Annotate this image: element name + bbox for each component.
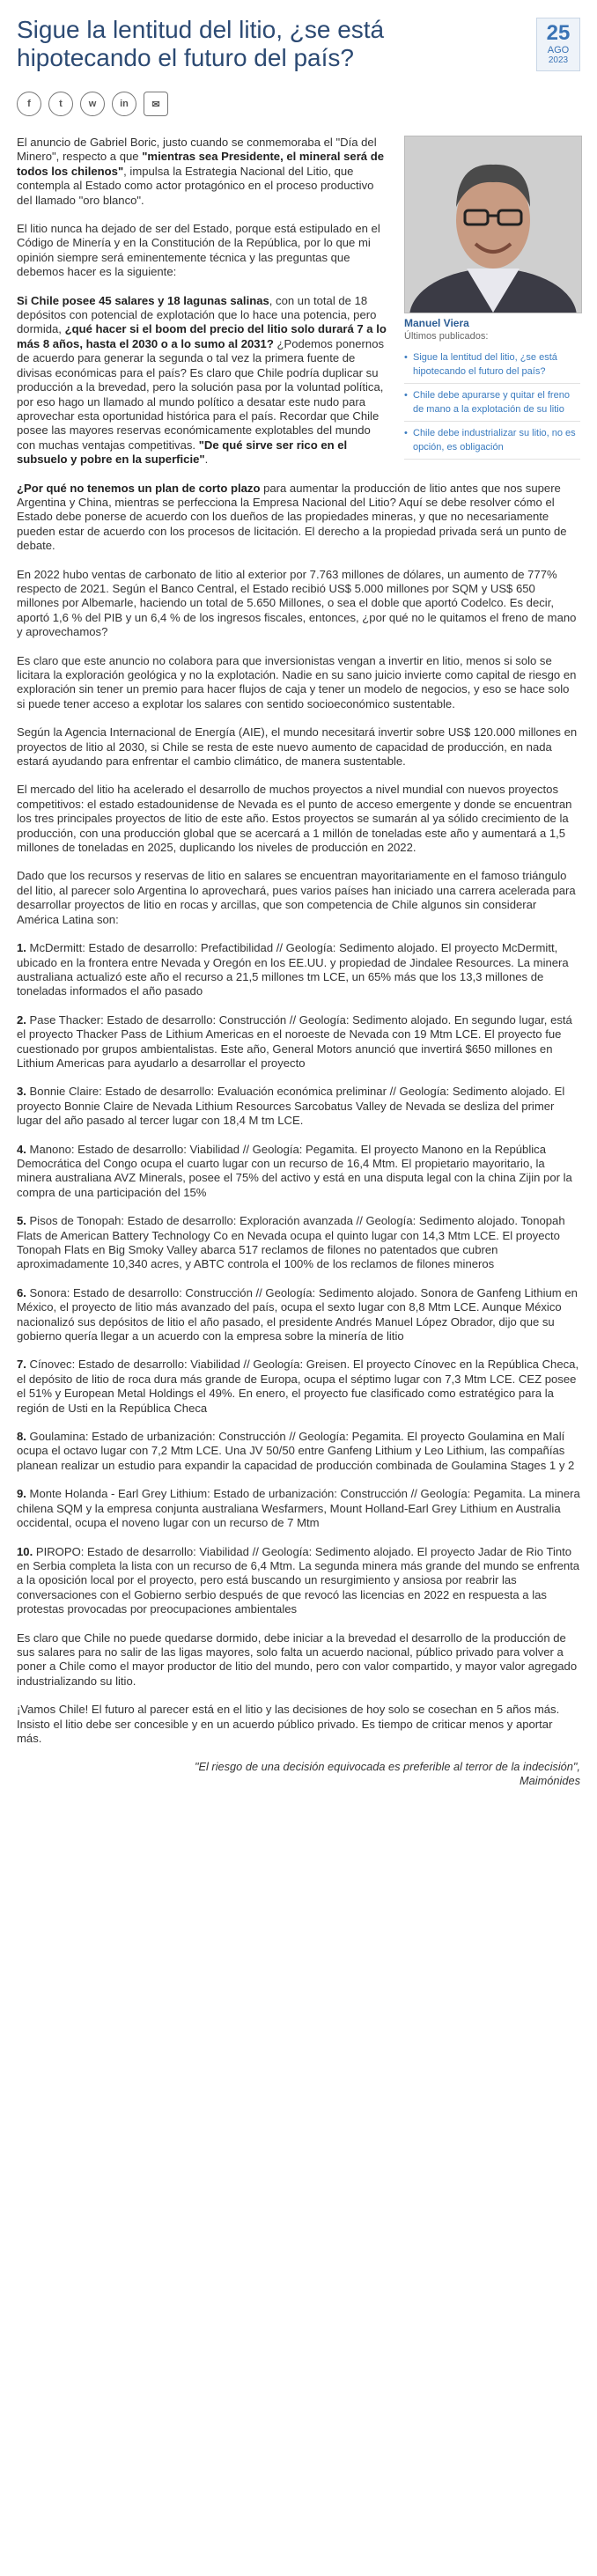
paragraph: Es claro que este anuncio no colabora para que inversionistas vengan a invertir en litio, menos si solo se licitara la exploración geológica y no la explotación. Nadie en su sano juicio invierte como capital de riesgo en exploración sin tener un premio para hacer flujos de caja y tener un modelo de negocios, y eso se hace solo si puede tener acceso a explotar los salares con sentido socioeconómico sustentable. bbox=[17, 653, 577, 710]
quote-author: Maimónides bbox=[520, 1774, 580, 1788]
article-page bbox=[17, 0, 580, 1788]
date-year: 2023 bbox=[548, 55, 569, 65]
whatsapp-icon[interactable]: w bbox=[80, 92, 105, 116]
author-name[interactable]: Manuel Viera bbox=[404, 317, 469, 329]
list-item: 4. Manono: Estado de desarrollo: Viabilidad // Geología: Pegamita. El proyecto Manono en la República Democrática del Congo ocupa el cuarto lugar con un recurso de 16,4 Mtm. El propietario mayoritario, la minera australiana AVZ Minerals, posee el 75% del activo y está en una disputa legal con la china Zijin por la compra de una participación del 15% bbox=[17, 1142, 572, 1199]
article-title: Sigue la lentitud del litio, ¿se está hipotecando el futuro del país? bbox=[17, 16, 385, 71]
closing-quote bbox=[17, 1760, 580, 1788]
publication-link[interactable]: • Chile debe industrializar su litio, no es opción, es obligación bbox=[404, 426, 580, 460]
list-item: 8. Goulamina: Estado de urbanización: Construcción // Geología: Pegamita. El proyecto Goulamina en Malí ocupa el octavo lugar con 7,2 Mtm LCE. Una JV 50/50 entre Ganfeng Lithium y Leo Lithium, las compañías planean realizar un estudio para expandir la capacidad de producción combinada de Goulamina Stages 1 y 2 bbox=[17, 1430, 575, 1472]
list-item: 7. Cínovec: Estado de desarrollo: Viabilidad // Geología: Greisen. El proyecto Cínovec en la República Checa, el depósito de litio de roca dura más grande de Europa, ocupa el séptimo lugar con 7,3 Mtm LCE. CEZ posee el 51% y European Metal Holdings el 49%. En enero, el proyecto fue clasificado como estratégico para la región de Usti en la República Checa bbox=[17, 1358, 579, 1415]
facebook-icon[interactable]: f bbox=[17, 92, 41, 116]
list-item: 2. Pase Thacker: Estado de desarrollo: Construcción // Geología: Sedimento alojado. En segundo lugar, está el proyecto Thacker Pass de Lithium Americas en el noroeste de Nevada con 19 Mtm LCE. El proyecto fue cuestionado por grupos ambientalistas. Este año, General Motors anunció que invertirá $650 millones en Lithium Americas para ayudarlo a desarrollar el proyecto bbox=[17, 1012, 572, 1070]
list-item: 9. Monte Holanda - Earl Grey Lithium: Estado de urbanización: Construcción // Geología: Pegamita. La minera chilena SQM y la empresa conjunta australiana Wesfarmers, Mount Holland-Earl Grey Lithium en Australia occidental, ocupa el noveno lugar con un recurso de 7 Mtm bbox=[17, 1487, 580, 1530]
publications-label: Últimos publicados: bbox=[404, 331, 489, 342]
list-item: 3. Bonnie Claire: Estado de desarrollo: Evaluación económica preliminar // Geología: Sedimento alojado. El proyecto Bonnie Claire de Nevada Lithium Resources Sarcobatus Valley de Nevada se desliza del primer lugar del año pasado al tercer lugar con 18,4 M tm LCE. bbox=[17, 1085, 565, 1128]
list-item: 10. PIROPO: Estado de desarrollo: Viabilidad // Geología: Sedimento alojado. El proyecto Jadar de Rio Tinto en Serbia completa la lista con un recurso de 6,4 Mtm. La segunda minera más grande del mundo se enfrenta a la oposición local por el proyecto, pero está buscando un resurgimiento y ansiosa por reabrir las conversaciones con el Gobierno serbio después de que revocó las licencias en 2022 en respuesta a las protestas provocadas por preocupaciones ambientales bbox=[17, 1544, 580, 1616]
list-item: 1. McDermitt: Estado de desarrollo: Prefactibilidad // Geología: Sedimento alojado. El proyecto McDermitt, ubicado en la frontera entre Nevada y Oregón en los EE.UU. y propiedad de Jindalee Resources. La minera australiana actualizó este año el recurso a 21,5 millones tm LCE, un 65% más que los 13,3 millones de toneladas informados el año pasado bbox=[17, 941, 569, 998]
paragraph: En 2022 hubo ventas de carbonato de litio al exterior por 7.763 millones de dólares, un aumento de 777% respecto de 2021. Según el Banco Central, el Estado recibió US$ 5.000 millones por SQM y US$ 650 millones por Albemarle, haciendo un total de 5.650 Millones, o sea el doble que aportó Codelco. Es decir, aportó 1,6 % del PIB y un 6,4 % de los ingresos fiscales, entonces, ¿por qué no le quitamos el freno de mano y aprovechamos? bbox=[17, 567, 577, 639]
list-item: 5. Pisos de Tonopah: Estado de desarrollo: Exploración avanzada // Geología: Sedimento alojado. Tonopah Flats de American Battery Technology Co en Nevada ocupa el quinto lugar con 14,3 Mtm LCE. El proyecto Tonopah Flats en Big Smoky Valley abarca 517 reclamos de filones no patentados que cubren aproximadamente 10,340 acres, y ABTC controla el 100% de los reclamos de filones mineros bbox=[17, 1214, 565, 1271]
article-body bbox=[17, 482, 580, 1789]
twitter-icon[interactable]: t bbox=[48, 92, 73, 116]
author-photo bbox=[404, 136, 582, 313]
author-sidebar bbox=[404, 136, 580, 482]
linkedin-icon[interactable]: in bbox=[112, 92, 136, 116]
publication-link[interactable]: • Chile debe apurarse y quitar el freno de mano a la explotación de su litio bbox=[404, 388, 580, 422]
publication-link[interactable]: • Sigue la lentitud del litio, ¿se está hipotecando el futuro del país? bbox=[404, 350, 580, 384]
publications-list bbox=[404, 350, 580, 460]
share-bar bbox=[17, 92, 580, 116]
email-icon[interactable]: ✉ bbox=[144, 92, 168, 116]
list-item: 6. Sonora: Estado de desarrollo: Construcción // Geología: Sedimento alojado. Sonora de Ganfeng Lithium en México, el proyecto de litio más avanzado del país, ocupa el sexto lugar con 8,8 Mtm LCE. Aunque México nacionalizó sus depósitos de litio el año pasado, el presidente Andrés Manuel López Obrador, dijo que su gobierno quería llegar a un acuerdo con la empresa sobre la minería de litio bbox=[17, 1285, 578, 1343]
paragraph: El anuncio de Gabriel Boric, justo cuando se conmemoraba el "Día del Minero", respecto a que "mientras sea Presidente, el mineral será de todos los chilenos", impulsa la Estrategia Nacional del Litio, que contempla al Estado como actor protagónico en el proceso productivo del llamado "oro blanco". bbox=[17, 136, 384, 207]
date-month: AGO bbox=[547, 45, 570, 55]
paragraph: El litio nunca ha dejado de ser del Estado, porque está estipulado en el Código de Minería y en la Constitución de la República, por lo que mi opinión siempre será eminentemente técnica y las preguntas que debemos hacer es la siguiente: bbox=[17, 222, 380, 279]
date-badge bbox=[536, 18, 580, 71]
paragraph: Dado que los recursos y reservas de litio en salares se encuentran mayoritariamente en el famoso triángulo del litio, al parecer solo Argentina lo aprovechará, pues varios países han iniciado una carrera acelerada para desarrollar proyectos de litio en rocas y arcillas, que son competencia de Chile algunos sin considerar América Latina son: bbox=[17, 869, 576, 926]
paragraph: Según la Agencia Internacional de Energía (AIE), el mundo necesitará invertir sobre US$ 120.000 millones en proyectos de litio al 2030, si Chile se resta de este nuevo aumento de capacidad de producción, en nada estará ayudando para enfrentar el cambio climático, de manera sustentable. bbox=[17, 725, 578, 769]
paragraph: Es claro que Chile no puede quedarse dormido, debe iniciar a la brevedad el desarrollo de la producción de sus salares para no salir de las ligas mayores, solo falta un acuerdo nacional, público privado para volver a poner a Chile como el mayor productor de litio del mundo, pero con valor compartido, y mayor valor agregado industrializando su litio. bbox=[17, 1630, 578, 1688]
quote-text: "El riesgo de una decisión equivocada es preferible al terror de la indecisión", bbox=[194, 1760, 580, 1774]
date-day: 25 bbox=[546, 21, 571, 45]
paragraph: ¿Por qué no tenemos un plan de corto plazo para aumentar la producción de litio antes que nos supere Argentina y China, mientras se perfecciona la Empresa Nacional del Litio? Aquí se debe resolver cómo el Estado debe ponerse de acuerdo con los dueños de las propiedades mineras, y que no necesariamente pueden estar de acuerdo con los procesos de licitación. El derecho a la propiedad privada será un punto de debate. bbox=[17, 481, 567, 553]
paragraph: El mercado del litio ha acelerado el desarrollo de muchos proyectos a nivel mundial con nuevos proyectos competitivos: el estado estadounidense de Nevada es el punto de acceso emergente y donde se encuentran los tres principales proyectos de litio de este año. Estos proyectos se sumarán al ya sólido crecimiento de la producción, con una producción global que se acercará a 1 millón de toneladas este año y aumentará a 1,5 millones de toneladas en 2025, duplicando los niveles de producción en 2022. bbox=[17, 783, 572, 855]
paragraph: Si Chile posee 45 salares y 18 lagunas salinas, con un total de 18 depósitos con potencial de explotación que lo hace una potencia, pero dormida, ¿qué hacer si el boom del precio del litio solo durará 7 a lo más 8 años, hasta el 2030 o a lo sumo al 2031? ¿Podemos ponernos de acuerdo para generar la segunda o tal vez la primera fuente de divisas económicas para el país? Es claro que Chile podría duplicar su producción a la brevedad, pero la solución pasa por la voluntad política, por eso hago un llamado al mundo político a desatar este nudo para aprovechar esta oportunidad histórica para el país. Recordar que Chile posee las mayores reservas económicamente explotables del mundo con muchas ventajas competitivas. "De qué sirve ser rico en el subsuelo y pobre en la superficie". bbox=[17, 293, 387, 467]
paragraph: ¡Vamos Chile! El futuro al parecer está en el litio y las decisiones de hoy solo se cosechan en 5 años más. Insisto el litio debe ser concesible y en un acuerdo público privado. Es tiempo de criticar menos y aportar más. bbox=[17, 1703, 560, 1745]
